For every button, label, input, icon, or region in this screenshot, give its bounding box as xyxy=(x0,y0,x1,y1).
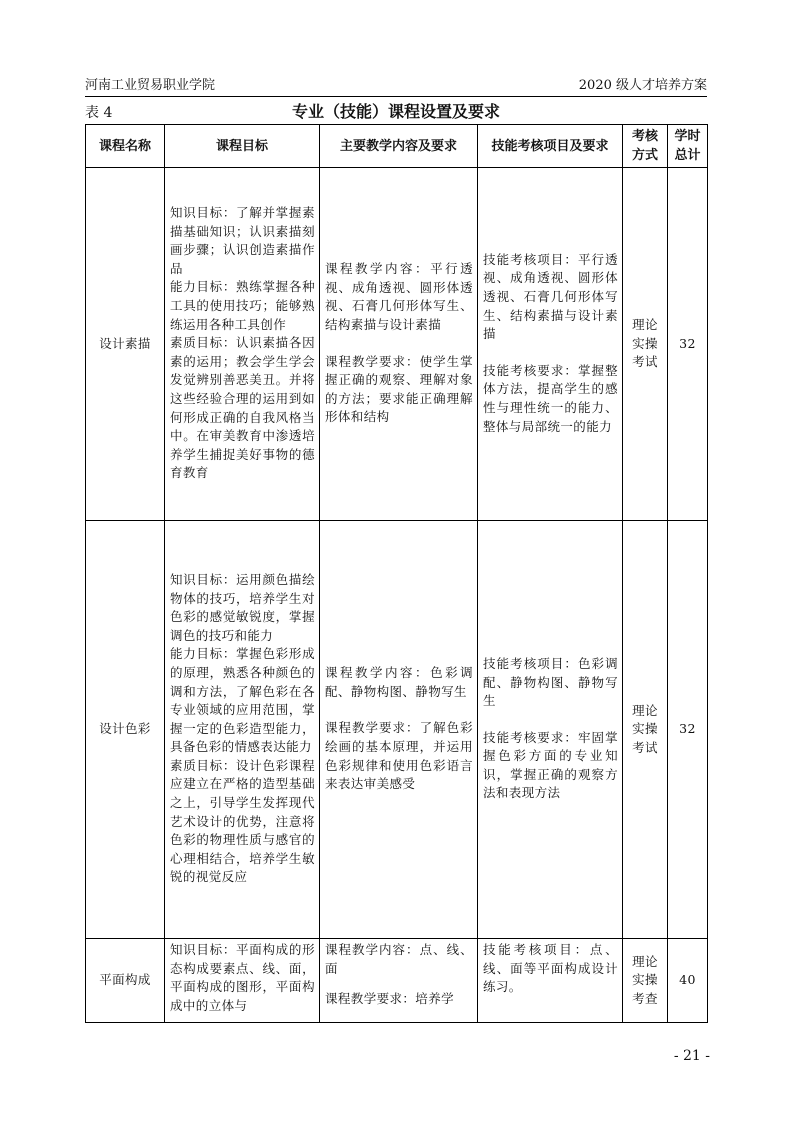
table-row xyxy=(86,521,708,939)
course-goals xyxy=(165,521,320,939)
content-paragraph: 课程教学要求：了解色彩绘画的基本原理，并运用色彩规律和使用色彩语言来表达审美感受 xyxy=(325,720,473,792)
assessment-method-line: 理论 xyxy=(632,702,658,718)
table-label: 表 4 xyxy=(85,105,113,121)
header-total-hours xyxy=(668,125,708,168)
course-table xyxy=(85,124,708,1023)
header-assessment-method-line: 考核 xyxy=(631,129,658,144)
content-paragraph: 课程教学要求：培养学 xyxy=(325,991,455,1007)
assessment-method-line: 考试 xyxy=(632,739,658,755)
teaching-content xyxy=(320,168,478,521)
header-teaching-content: 主要教学内容及要求 xyxy=(320,125,478,168)
assessment-method-line: 理论 xyxy=(632,953,658,969)
skill-paragraph: 技能考核项目：点、线、面等平面构成设计练习。 xyxy=(483,942,618,995)
header-assessment-method-line: 方式 xyxy=(631,148,658,163)
header-skill-assessment: 技能考核项目及要求 xyxy=(478,125,623,168)
skill-paragraph: 技能考核项目：平行透视、成角透视、圆形体透视、石膏几何形体写生、结构素描与设计素描 xyxy=(483,251,618,342)
header-total-hours-line: 总计 xyxy=(674,148,701,163)
total-hours: 32 xyxy=(668,521,708,939)
document-title: 2020 级人才培养方案 xyxy=(578,78,707,93)
assessment-method xyxy=(623,521,668,939)
teaching-content xyxy=(320,939,478,1023)
assessment-method-line: 理论 xyxy=(632,317,658,333)
header-divider xyxy=(85,96,707,97)
course-name: 设计素描 xyxy=(86,168,165,521)
school-name: 河南工业贸易职业学院 xyxy=(85,78,216,93)
header-course-name: 课程名称 xyxy=(86,125,165,168)
course-goals xyxy=(165,168,320,521)
course-goals-text: 知识目标：平面构成的形态构成要素点、线、面，平面构成的图形，平面构成中的立体与 xyxy=(170,942,315,1013)
skill-paragraph: 技能考核要求：牢固掌握色彩方面的专业知识，掌握正确的观察方法和表现方法 xyxy=(483,729,618,801)
page-header xyxy=(85,78,707,94)
course-goals-text: 知识目标：了解并掌握素描基础知识；认识素描刻画步骤；认识创造素描作品 能力目标：熟练掌握各种工具的使用技巧；能够熟练运用各种工具创作 素质目标：认识素描各因素的运用；教会学生学会发觉辨别善恶美丑。并将这些经验合理的运用到如何形成正确的自我风格当中。在审美教育中渗透培养学生捕捉美好事物的德育教育 xyxy=(170,205,315,481)
total-hours: 32 xyxy=(668,168,708,521)
total-hours: 40 xyxy=(668,939,708,1023)
table-header-row xyxy=(86,125,708,168)
content-paragraph: 课程教学要求：使学生掌握正确的观察、理解对象的方法；要求能正确理解形体和结构 xyxy=(325,353,473,425)
course-goals xyxy=(165,939,320,1023)
skill-paragraph: 技能考核项目：色彩调配、静物构图、静物写生 xyxy=(483,655,618,709)
assessment-method-line: 实操 xyxy=(632,335,658,351)
assessment-method-line: 考试 xyxy=(632,354,658,370)
assessment-method-line: 实操 xyxy=(632,721,658,737)
skill-assessment xyxy=(478,521,623,939)
page-number: - 21 - xyxy=(673,1048,710,1064)
assessment-method xyxy=(623,168,668,521)
content-paragraph: 课程教学内容：平行透视、成角透视、圆形体透视、石膏几何形体写生、结构素描与设计素描 xyxy=(325,261,473,332)
teaching-content xyxy=(320,521,478,939)
assessment-method-line: 考查 xyxy=(632,990,658,1006)
header-total-hours-line: 学时 xyxy=(674,129,701,144)
table-title: 专业（技能）课程设置及要求 xyxy=(291,102,500,121)
skill-assessment xyxy=(478,168,623,521)
header-course-goals: 课程目标 xyxy=(165,125,320,168)
course-goals-text: 知识目标：运用颜色描绘物体的技巧，培养学生对色彩的感觉敏锐度，掌握调色的技巧和能力 能力目标：掌握色彩形成的原理，熟悉各种颜色的调和方法，了解色彩在各专业领域的应用范围，掌握一定的色彩造型能力，具备色彩的情感表达能力 素质目标：设计色彩课程应建立在严格的造型基础之上，引导学生发挥现代艺术设计的优势，注意将色彩的物理性质与感官的心理相结合，培养学生敏锐的视觉反应 xyxy=(170,571,315,885)
course-name: 平面构成 xyxy=(86,939,165,1023)
skill-assessment xyxy=(478,939,623,1023)
assessment-method xyxy=(623,939,668,1023)
table-row xyxy=(86,168,708,521)
table-row xyxy=(86,939,708,1023)
content-paragraph: 课程教学内容：点、线、面 xyxy=(325,942,473,976)
content-paragraph: 课程教学内容：色彩调配、静物构图、静物写生 xyxy=(325,665,473,699)
skill-paragraph: 技能考核要求：掌握整体方法，提高学生的感性与理性统一的能力、整体与局部统一的能力 xyxy=(483,362,618,434)
course-name: 设计色彩 xyxy=(86,521,165,939)
header-assessment-method xyxy=(623,125,668,168)
assessment-method-line: 实操 xyxy=(632,972,658,988)
